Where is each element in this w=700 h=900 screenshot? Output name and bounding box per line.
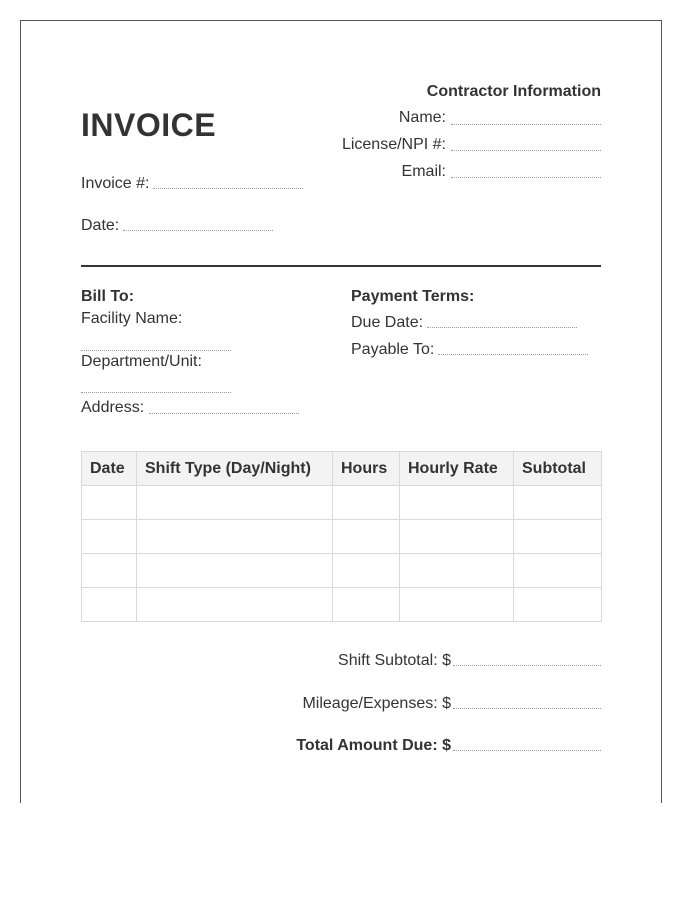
- table-cell[interactable]: [514, 486, 602, 520]
- total-amount-due-label: Total Amount Due: $: [296, 737, 451, 754]
- column-header-date: Date: [82, 452, 137, 486]
- payment-terms-heading: Payment Terms:: [351, 288, 475, 305]
- invoice-date-field[interactable]: [123, 230, 273, 231]
- department-field[interactable]: [81, 392, 231, 393]
- shift-subtotal-label: Shift Subtotal: $: [338, 652, 451, 669]
- address-field[interactable]: [149, 413, 299, 414]
- table-row: [82, 588, 602, 622]
- mileage-expenses-field[interactable]: [453, 708, 601, 709]
- table-cell[interactable]: [400, 588, 514, 622]
- table-cell[interactable]: [82, 520, 137, 554]
- due-date-field[interactable]: [427, 327, 577, 328]
- total-amount-due-field[interactable]: [453, 750, 601, 751]
- table-row: [82, 554, 602, 588]
- table-row: [82, 520, 602, 554]
- table-cell[interactable]: [82, 588, 137, 622]
- invoice-number-label: Invoice #:: [81, 175, 150, 192]
- facility-name-label: Facility Name:: [81, 310, 183, 327]
- invoice-date-label: Date:: [81, 217, 120, 234]
- table-cell[interactable]: [137, 486, 333, 520]
- table-cell[interactable]: [400, 486, 514, 520]
- table-cell[interactable]: [514, 520, 602, 554]
- invoice-title: INVOICE: [81, 107, 217, 143]
- table-cell[interactable]: [333, 486, 400, 520]
- table-cell[interactable]: [137, 554, 333, 588]
- shift-subtotal-field[interactable]: [453, 665, 601, 666]
- table-cell[interactable]: [333, 554, 400, 588]
- table-cell[interactable]: [400, 520, 514, 554]
- column-header-shift-type: Shift Type (Day/Night): [137, 452, 333, 486]
- contractor-name-field[interactable]: [451, 124, 601, 125]
- contractor-license-label: License/NPI #:: [341, 136, 446, 153]
- table-cell[interactable]: [82, 486, 137, 520]
- table-cell[interactable]: [333, 520, 400, 554]
- contractor-email-field[interactable]: [451, 177, 601, 178]
- contractor-license-field[interactable]: [451, 150, 601, 151]
- section-divider: [81, 265, 601, 267]
- shift-items-table: [81, 451, 602, 622]
- payable-to-field[interactable]: [438, 354, 588, 355]
- table-cell[interactable]: [333, 588, 400, 622]
- table-row: [82, 486, 602, 520]
- column-header-hourly-rate: Hourly Rate: [400, 452, 514, 486]
- column-header-subtotal: Subtotal: [514, 452, 602, 486]
- column-header-hours: Hours: [333, 452, 400, 486]
- table-cell[interactable]: [82, 554, 137, 588]
- contractor-name-label: Name:: [398, 109, 446, 126]
- table-cell[interactable]: [400, 554, 514, 588]
- address-label: Address:: [81, 399, 145, 416]
- table-cell[interactable]: [137, 588, 333, 622]
- contractor-heading: Contractor Information: [426, 83, 601, 100]
- payable-to-label: Payable To:: [351, 341, 435, 358]
- due-date-label: Due Date:: [351, 314, 424, 331]
- table-cell[interactable]: [137, 520, 333, 554]
- department-label: Department/Unit:: [81, 353, 202, 370]
- bill-to-heading: Bill To:: [81, 288, 135, 305]
- contractor-email-label: Email:: [401, 163, 446, 180]
- table-cell[interactable]: [514, 588, 602, 622]
- table-header-row: [82, 452, 602, 486]
- mileage-expenses-label: Mileage/Expenses: $: [302, 695, 451, 712]
- invoice-page: [20, 20, 662, 803]
- table-cell[interactable]: [514, 554, 602, 588]
- facility-name-field[interactable]: [81, 350, 231, 351]
- invoice-number-field[interactable]: [153, 188, 303, 189]
